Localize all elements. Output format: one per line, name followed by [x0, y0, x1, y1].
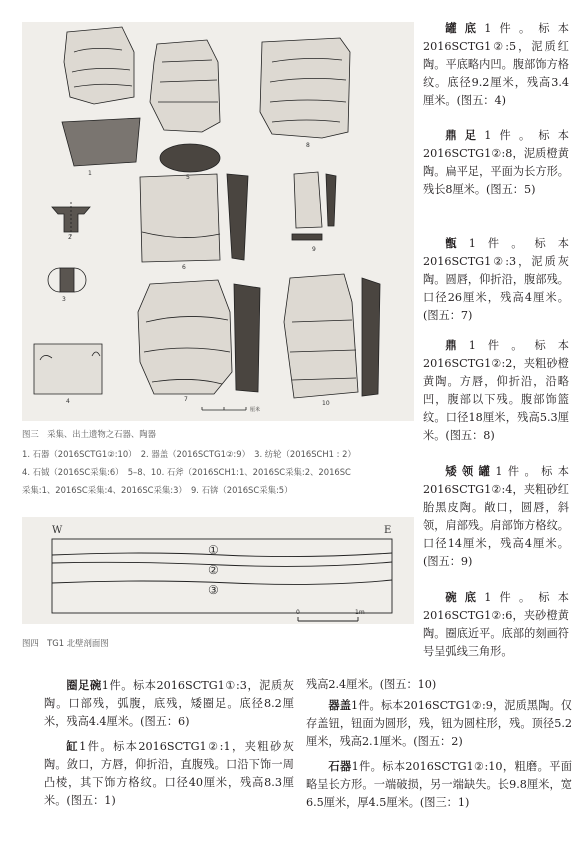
- figure-4-scale-start: 0: [296, 609, 300, 616]
- figure-4-layer-label: ②: [208, 563, 219, 577]
- entry-title: 甑: [445, 237, 469, 250]
- figure-3-caption-line: 1. 石器（2016SCTG1②:10） 2. 器盖（2016SCTG1②:9） 3. 纺轮（2016SCH1 : 2）: [22, 449, 356, 459]
- figure-3-number: 10: [322, 400, 330, 407]
- figure-3-number: 2: [68, 234, 72, 241]
- entry-bowl-base: [423, 589, 569, 661]
- entry-lid: [306, 697, 572, 751]
- figure-3-number: 3: [62, 296, 66, 303]
- entry-ding-foot: [423, 127, 569, 199]
- entry-pot-base: [423, 20, 569, 110]
- entry-text: 1件。标本2016SCTG1②:5，泥质红陶。平底略内凹。腹部饰方格纹。底径9.2厘米，残高3.4厘米。(图五：4): [423, 22, 569, 107]
- figure-3-plate: [22, 22, 414, 421]
- figure-3-caption-title: 图三 采集、出土遗物之石器、陶器: [22, 429, 156, 439]
- figure-3-number: 4: [66, 398, 70, 405]
- figure-4-east-label: E: [384, 525, 392, 536]
- entry-ring-foot-bowl: [44, 677, 294, 731]
- entry-vat: [44, 738, 294, 810]
- figure-4-caption: 图四 TG1 北壁剖面图: [22, 638, 109, 648]
- figure-3-caption-line: 4. 石钺（2016SC采集:6） 5–8、10. 石斧（2016SCH1:1、2016SC采集:2、2016SC: [22, 467, 351, 477]
- figure-4-section-drawing: [22, 517, 414, 624]
- figure-3-number: 9: [312, 246, 316, 253]
- figure-4-layer-label: ③: [208, 583, 219, 597]
- entry-text: 1件。标本2016SCTG1②:9，泥质黑陶。仅存盖钮，钮面为圆形，残，钮为圆柱形，残。顶径5.2厘米，残高2.1厘米。(图五：2): [306, 699, 572, 748]
- figure-3-number: 8: [306, 142, 310, 149]
- figure-3-number: 7: [184, 396, 188, 403]
- entry-text: 1件。标本2016SCTG1②:10，粗磨。平面略呈长方形。一端破损，另一端缺失。长9.8厘米，宽6.5厘米，厚4.5厘米。(图三：1): [306, 760, 572, 809]
- entry-short-neck-jar: [423, 463, 569, 571]
- entry-text: 1件。标本2016SCTG1②:3，泥质灰陶。圆唇，仰折沿，腹部残。口径26厘米，残高4厘米。(图五：7): [423, 237, 569, 322]
- entry-text: 1件。标本2016SCTG1①:3，泥质灰陶。口部残，弧腹，底残，矮圈足。底径8.2厘米，残高4.4厘米。(图五：6): [44, 679, 294, 728]
- entry-zeng: [423, 235, 569, 325]
- entry-ding: [423, 337, 569, 445]
- figure-4-layer-label: ①: [208, 543, 219, 557]
- figure-4-west-label: W: [52, 525, 63, 536]
- figure-3-caption-line: 采集:1、2016SC采集:4、2016SC采集:3） 9. 石锛（2016SC采集:5）: [22, 485, 293, 495]
- entry-title: 器盖: [328, 699, 352, 712]
- entry-text: 1件。标本2016SCTG1②:1，夹粗砂灰陶。敛口，方唇，仰折沿，直腹残。口沿下饰一周凸棱，其下饰方格纹。口径40厘米，残高8.3厘米。(图五：1): [44, 740, 294, 807]
- entry-title: 圈足碗: [66, 679, 102, 692]
- entry-title: 矮领罐: [445, 465, 496, 478]
- entry-title: 鼎: [445, 339, 469, 352]
- entry-title: 鼎足: [445, 129, 485, 142]
- entry-text: 1件。标本2016SCTG1②:2，夹粗砂橙黄陶。方唇，仰折沿，沿略凹，腹部以下残。腹部饰篮纹。口径18厘米，残高5.3厘米。(图五：8): [423, 339, 569, 442]
- bowl-base-continuation: 残高2.4厘米。(图五：10): [306, 678, 437, 691]
- entry-text: 1件。标本2016SCTG1②:8，泥质橙黄陶。扁平足，平面为长方形。残长8厘米。(图五：5): [423, 129, 569, 196]
- figure-4-scale-end: 1m: [355, 609, 365, 616]
- entry-title: 罐底: [445, 22, 485, 35]
- figure-3-scale-label: 厘米: [250, 407, 261, 413]
- figure-3-number: 1: [88, 170, 92, 177]
- figure-3-number: 5: [186, 174, 190, 181]
- entry-text: 1件。标本2016SCTG1②:4，夹粗砂红胎黑皮陶。敞口，圆唇，斜领，肩部残。肩部饰方格纹。口径14厘米，残高4厘米。(图五：9): [423, 465, 569, 568]
- entry-text: 1件。标本2016SCTG1②:6，夹砂橙黄陶。圈底近平。底部的刻画符号呈弧线三角形。: [423, 591, 569, 658]
- entry-title: 碗底: [445, 591, 485, 604]
- entry-stone-tool: [306, 758, 572, 812]
- figure-3-number: 6: [182, 264, 186, 271]
- figure-3-drawings: [22, 22, 414, 421]
- entry-title: 缸: [66, 740, 80, 753]
- entry-title: 石器: [328, 760, 352, 773]
